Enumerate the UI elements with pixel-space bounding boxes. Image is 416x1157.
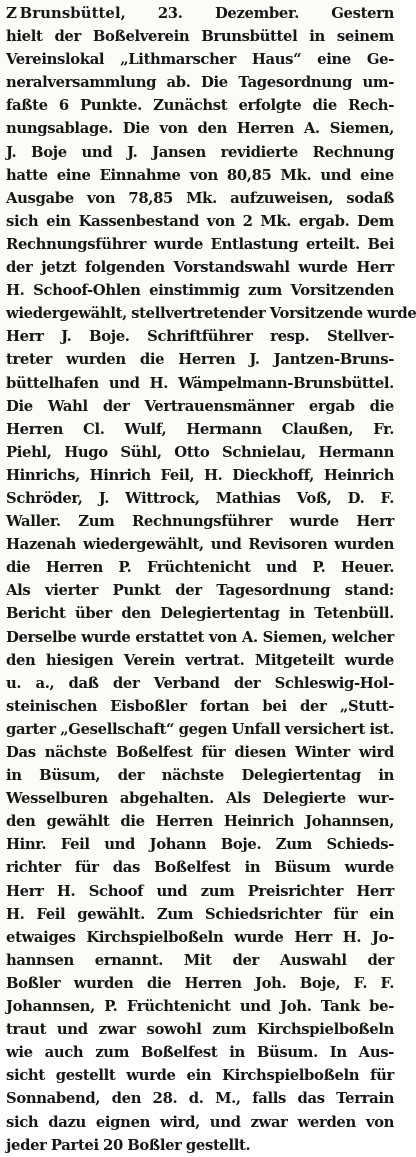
article-line-1 [6,2,394,25]
section-marker: Z [6,4,17,22]
article-line-17: büttelhafen und H. Wämpelmann-Brunsbüttel. [6,374,394,392]
article-line-47: sicht gestellt wurde ein Kirchspielboßeln für [6,1067,394,1085]
article-column [6,2,416,1157]
article-line-3: Vereinslokal „Lithmarscher Haus“ eine Ge- [6,51,394,69]
article-line-27: Bericht über den Delegiertentag in Tetenbüll. [6,605,394,623]
article-line-25: die Herren P. Früchtenicht und P. Heuer. [6,559,394,577]
article-line-21: Hinrichs, Hinrich Feil, H. Dieckhoff, Heinrich [6,466,394,484]
article-line-45: traut und zwar sowohl zum Kirchspielboßeln [6,1021,394,1039]
article-line-22: Schröder, J. Wittrock, Mathias Voß, D. F. [6,489,394,507]
article-line-46: wie auch zum Boßelfest in Büsum. In Aus- [6,1044,394,1062]
article-line-1-text: , 23. Dezember. Gestern [120,5,394,22]
article-line-31: steinischen Eisboßler fortan bei der „Stutt- [6,697,394,715]
article-line-23: Waller. Zum Rechnungsführer wurde Herr [6,513,394,531]
article-line-8: hatte eine Einnahme von 80,85 Mk. und eine [6,166,394,184]
article-line-35: Wesselburen abgehalten. Als Delegierte wur- [6,790,394,808]
article-line-26: Als vierter Punkt der Tagesordnung stand: [6,582,394,600]
article-line-24: Hazenah wiedergewählt, und Revisoren wurden [6,536,394,554]
article-line-7: J. Boje und J. Jansen revidierte Rechnung [6,143,394,161]
article-line-43: Boßler wurden die Herren Joh. Boje, F. F. [6,974,394,992]
article-line-50: jeder Partei 20 Boßler gestellt. [6,1136,251,1154]
article-line-13: H. Schoof-Ohlen einstimmig zum Vorsitzenden [6,282,394,300]
article-line-40: H. Feil gewählt. Zum Schiedsrichter für ein [6,905,394,923]
article-line-18: Die Wahl der Vertrauensmänner ergab die [6,397,394,415]
article-line-29: den hiesigen Verein vertrat. Mitgeteilt wurde [6,651,394,669]
article-line-2: hielt der Boßelverein Brunsbüttel in seinem [6,28,394,46]
article-line-16: treter wurden die Herren J. Jantzen-Bruns- [6,351,394,369]
article-line-38: richter für das Boßelfest in Büsum wurde [6,859,394,877]
article-line-20: Piehl, Hugo Sühl, Otto Schnielau, Hermann [6,443,394,461]
article-line-32: garter „Gesellschaft“ gegen Unfall versichert ist. [6,720,394,738]
article-line-9: Ausgabe von 78,85 Mk. aufzuweisen, sodaß [6,189,394,207]
article-line-36: den gewählt die Herren Heinrich Johannsen, [6,813,394,831]
article-line-34: in Büsum, der nächste Delegiertentag in [6,767,394,785]
article-line-6: nungsablage. Die von den Herren A. Siemen, [6,120,394,138]
article-line-48: Sonnabend, den 28. d. M., falls das Terrain [6,1090,394,1108]
article-line-19: Herren Cl. Wulf, Hermann Claußen, Fr. [6,420,394,438]
article-line-39: Herr H. Schoof und zum Preisrichter Herr [6,882,394,900]
article-line-12: der jetzt folgenden Vorstandswahl wurde Herr [6,259,394,277]
article-line-49: sich dazu eignen wird, und zwar werden von [6,1113,394,1131]
dateline-place: Brunsbüttel [19,5,121,22]
article-line-37: Hinr. Feil und Johann Boje. Zum Schieds- [6,836,394,854]
article-line-4: neralversammlung ab. Die Tagesordnung um- [6,74,394,92]
article-line-14: wiedergewählt, stellvertretender Vorsitzende wurde [6,305,416,323]
article-line-15: Herr J. Boje. Schriftführer resp. Stellver- [6,328,394,346]
article-line-11: Rechnungsführer wurde Entlastung erteilt. Bei [6,235,394,253]
article-line-41: etwaiges Kirchspielboßeln wurde Herr H. Jo- [6,928,394,946]
article-line-10: sich ein Kassenbestand von 2 Mk. ergab. Dem [6,212,394,230]
article-line-30: u. a., daß der Verband der Schleswig-Hol- [6,674,394,692]
article-line-5: faßte 6 Punkte. Zunächst erfolgte die Rech- [6,97,394,115]
article-line-28: Derselbe wurde erstattet von A. Siemen, welcher [6,628,394,646]
article-line-33: Das nächste Boßelfest für diesen Winter wird [6,744,394,761]
article-line-42: hannsen ernannt. Mit der Auswahl der [6,951,394,969]
article-line-44: Johannsen, P. Früchtenicht und Joh. Tank be- [6,998,394,1016]
